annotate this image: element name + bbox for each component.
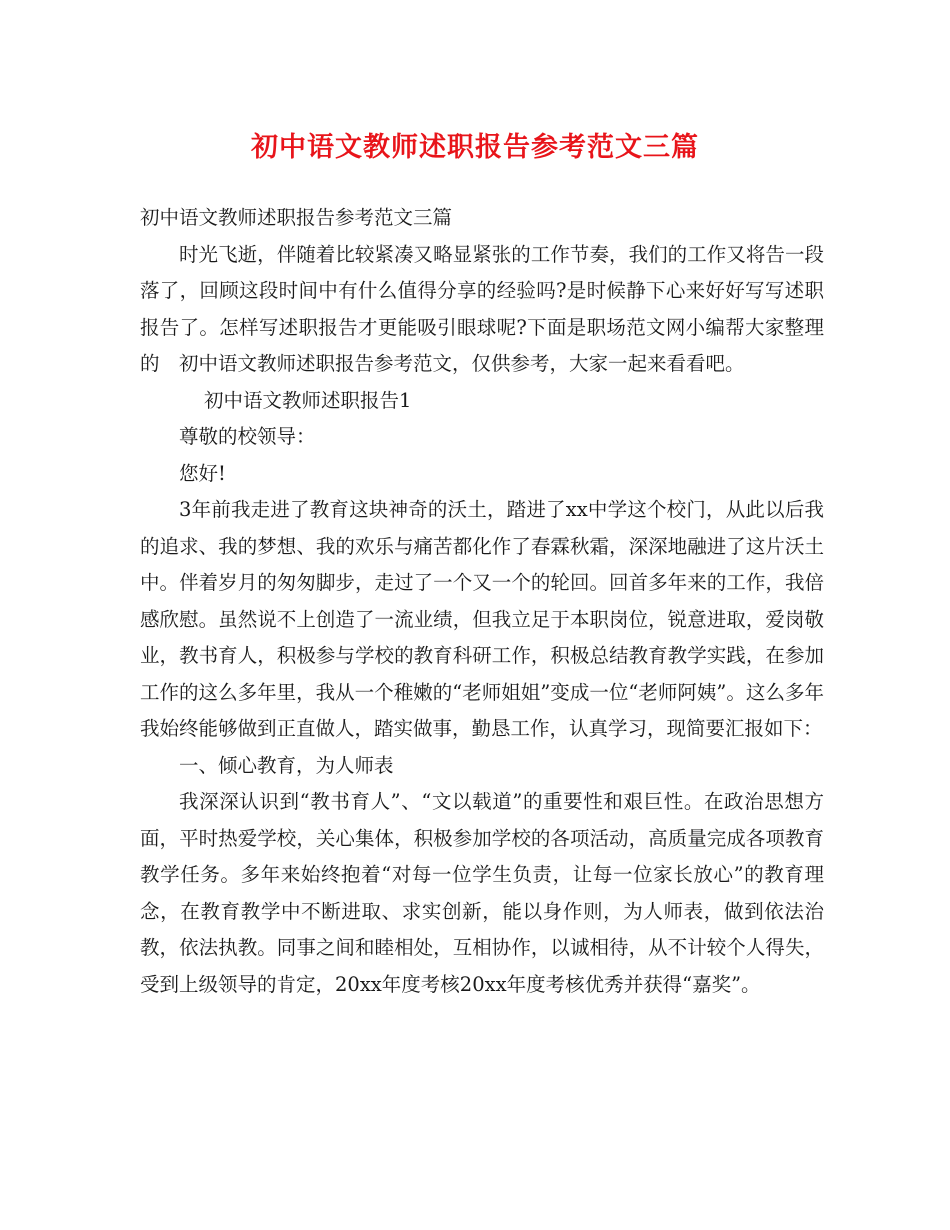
document-title: 初中语文教师述职报告参考范文三篇	[251, 132, 699, 163]
section-heading: 初中语文教师述职报告1	[204, 388, 412, 412]
salutation: 尊敬的校领导：	[179, 425, 316, 448]
greeting: 您好!	[179, 461, 226, 485]
subsection-heading: 一、倾心教育，为人师表	[179, 753, 394, 777]
subtitle-line: 初中语文教师述职报告参考范文三篇	[140, 206, 453, 229]
intro-paragraph: 时光飞逝，伴随着比较紧凑又略显紧张的工作节奏，我们的工作又将告一段落了，回顾这段时间中有什么值得分享的经验吗?是时候静下心来好好写写述职报告了。怎样写述职报告才更能吸引眼球呢?下面是职场范文网小编帮大家整理的 初中语文教师述职报告参考范文，仅供参考，大家一起来看看吧。	[140, 242, 824, 375]
body-paragraph: 我深深认识到“教书育人”、“文以载道”的重要性和艰巨性。在政治思想方面，平时热爱学校，关心集体，积极参加学校的各项活动，高质量完成各项教育教学任务。多年来始终抱着“对每一位学生负责，让每一位家长放心”的教育理念，在教育教学中不断进取、求实创新，能以身作则，为人师表，做到依法治教，依法执教。同事之间和睦相处，互相协作，以诚相待，从不计较个人得失，受到上级领导的肯定，20xx年度考核20xx年度考核优秀并获得“嘉奖”。	[140, 790, 824, 996]
document-body	[140, 200, 824, 1003]
body-paragraph: 3年前我走进了教育这块神奇的沃土，踏进了xx中学这个校门，从此以后我的追求、我的梦想、我的欢乐与痛苦都化作了春霖秋霜，深深地融进了这片沃土中。伴着岁月的匆匆脚步，走过了一个又一个的轮回。回首多年来的工作，我倍感欣慰。虽然说不上创造了一流业绩，但我立足于本职岗位，锐意进取，爱岗敬业，教书育人，积极参与学校的教育科研工作，积极总结教育教学实践，在参加工作的这么多年里，我从一个稚嫩的“老师姐姐”变成一位“老师阿姨”。这么多年我始终能够做到正直做人，踏实做事，勤恳工作，认真学习，现简要汇报如下：	[140, 498, 824, 740]
